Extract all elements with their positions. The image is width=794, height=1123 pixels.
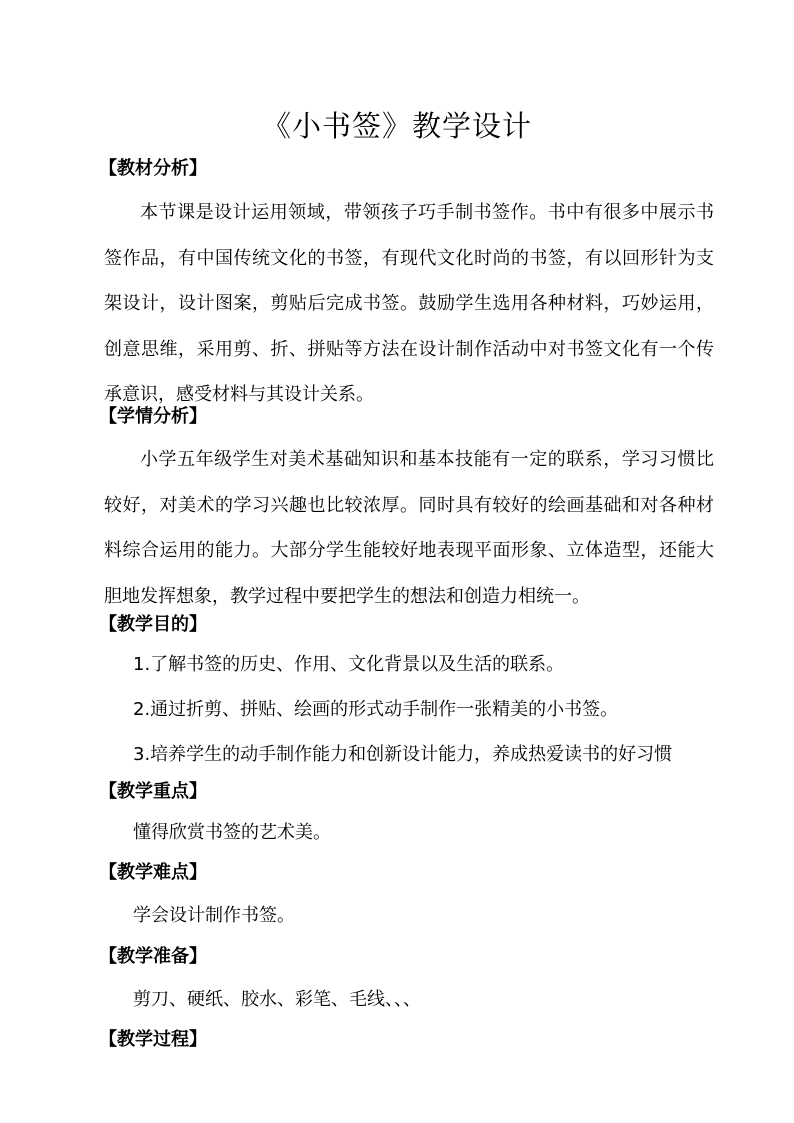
section-text-preparation: 剪刀、硬纸、胶水、彩笔、毛线、、、 <box>133 989 421 1010</box>
section-text-key-points: 懂得欣赏书签的艺术美。 <box>133 822 331 843</box>
section-text-difficulties: 学会设计制作书签。 <box>133 905 295 926</box>
section-heading-student-analysis: 【学情分析】 <box>99 406 207 427</box>
section-heading-difficulties: 【教学难点】 <box>99 862 207 883</box>
section-heading-preparation: 【教学准备】 <box>99 946 207 967</box>
objective-item-1: 1.了解书签的历史、作用、文化背景以及生活的联系。 <box>133 654 565 675</box>
section-paragraph-student-analysis: 小学五年级学生对美术基础知识和基本技能有一定的联系，学习习惯比较好，对美术的学习兴趣也比较浓厚。同时具有较好的绘画基础和对各种材料综合运用的能力。大部分学生能较好地表现平面形象、立体造型，还能大胆地发挥想象，教学过程中要把学生的想法和创造力相统一。 <box>104 449 714 607</box>
section-paragraph-textbook-analysis: 本节课是设计运用领域，带领孩子巧手制书签作。书中有很多中展示书签作品，有中国传统文化的书签，有现代文化时尚的书签，有以回形针为支架设计，设计图案，剪贴后完成书签。鼓励学生选用各种材料，巧妙运用，创意思维，采用剪、折、拼贴等方法在设计制作活动中对书签文化有一个传承意识，感受材料与其设计关系。 <box>104 202 714 405</box>
section-heading-key-points: 【教学重点】 <box>99 781 207 802</box>
document-title: 《小书签》教学设计 <box>261 109 532 143</box>
objective-item-3: 3.培养学生的动手制作能力和创新设计能力，养成热爱读书的好习惯 <box>133 744 673 765</box>
section-heading-teaching-objectives: 【教学目的】 <box>99 614 207 635</box>
objective-item-2: 2.通过折剪、拼贴、绘画的形式动手制作一张精美的小书签。 <box>133 699 619 720</box>
section-heading-textbook-analysis: 【教材分析】 <box>99 158 207 179</box>
section-heading-teaching-process: 【教学过程】 <box>99 1029 207 1050</box>
